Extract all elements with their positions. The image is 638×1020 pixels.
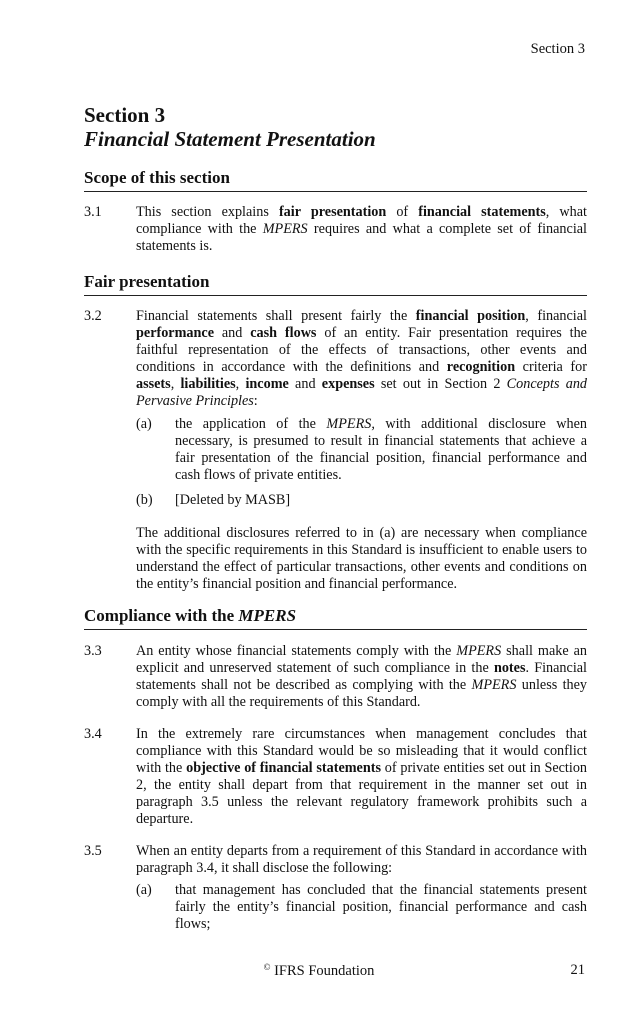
paragraph-3-3	[84, 643, 587, 711]
paragraph-text: In the extremely rare circumstances when management concludes that compliance with this Standard would be so misleading that it would conflict with the objective of financial statements of private entities set out in Section 2, the entity shall depart from that requirement in the manner set out in paragraph 3.5 unless the relevant regulatory framework prohibits such a departure.	[136, 726, 588, 827]
heading-fair-presentation: Fair presentation	[84, 272, 587, 296]
heading-scope: Scope of this section	[84, 168, 587, 192]
list-text: that management has concluded that the financial statements present fairly the entity’s financial position, financial performance and cash flows;	[175, 882, 587, 932]
list-label: (b)	[136, 492, 153, 508]
paragraph-number: 3.1	[84, 204, 102, 220]
defined-term: financial statements	[418, 204, 546, 220]
paragraph-3-5	[84, 843, 587, 877]
running-header: Section 3	[530, 41, 585, 57]
copyright-symbol: ©	[263, 962, 271, 972]
paragraph-3-2	[84, 308, 587, 410]
paragraph-text: The additional disclosures referred to in (a) are necessary when compliance with the specific requirements in this Standard is insufficient to enable users to understand the effect of particular transactions, other events and conditions on the entity’s financial position and financial performance.	[136, 525, 587, 592]
heading-compliance: Compliance with the MPERS	[84, 606, 587, 630]
paragraph-text: Financial statements shall present fairly the financial position, financial performance and cash flows of an entity. Fair presentation requires the faithful representation of the effects of transactions, other events and conditions in accordance with the definitions and recognition criteria for assets, liabilities, income and expenses set out in Section 2 Concepts and Pervasive Principles:	[136, 308, 588, 409]
section-number-title: Section 3	[84, 103, 166, 127]
list-item-3-5-a	[136, 882, 587, 933]
section-name-title: Financial Statement Presentation	[84, 127, 376, 151]
footer-copyright: © IFRS Foundation	[263, 962, 375, 979]
paragraph-3-1	[84, 204, 587, 255]
paragraph-text: When an entity departs from a requirement of this Standard in accordance with paragraph 3.4, it shall disclose the following:	[136, 843, 587, 876]
list-label: (a)	[136, 416, 152, 432]
paragraph-number: 3.5	[84, 843, 102, 859]
paragraph-number: 3.4	[84, 726, 102, 742]
paragraph-3-2-continuation	[136, 525, 587, 593]
list-item-3-2-a	[136, 416, 587, 484]
paragraph-3-4	[84, 726, 587, 828]
paragraph-text: An entity whose financial statements comply with the MPERS shall make an explicit and unreserved statement of such compliance in the notes. Financial statements shall not be described as complying with the MPERS unless they comply with all the requirements of this Standard.	[136, 643, 588, 710]
section-title-block	[84, 103, 376, 151]
paragraph-number: 3.2	[84, 308, 102, 324]
list-text: the application of the MPERS, with additional disclosure when necessary, is presumed to result in financial statements that achieve a fair presentation of the financial position, financial performance and cash flows of private entities.	[175, 416, 587, 483]
paragraph-number: 3.3	[84, 643, 102, 659]
paragraph-text: This section explains fair presentation of financial statements, what compliance with the MPERS requires and what a complete set of financial statements is.	[136, 204, 587, 254]
list-text: [Deleted by MASB]	[175, 492, 291, 508]
defined-term: fair presentation	[278, 204, 387, 220]
list-item-3-2-b	[136, 492, 587, 509]
list-label: (a)	[136, 882, 152, 898]
page-number: 21	[570, 962, 585, 978]
